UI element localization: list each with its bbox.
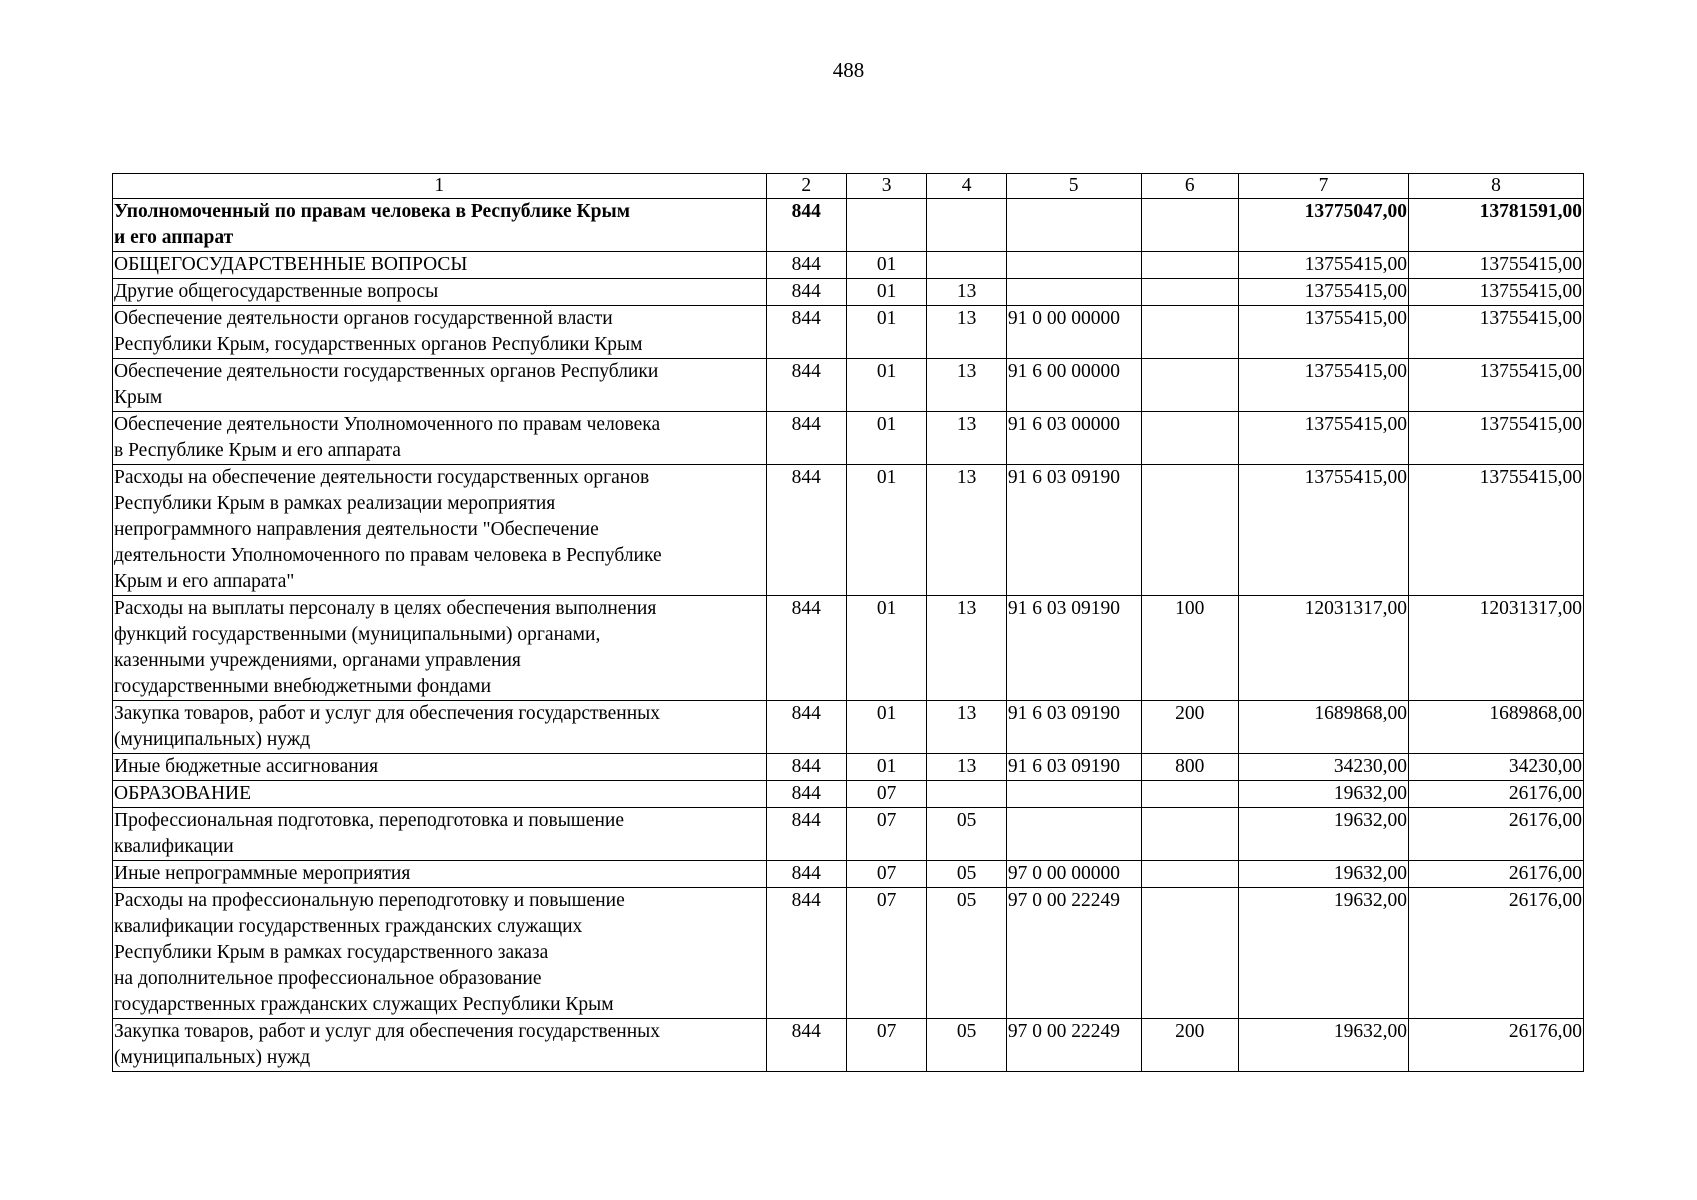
cell-amount-1: 19632,00 <box>1239 888 1409 1019</box>
cell-target-article: 91 6 00 00000 <box>1006 359 1141 412</box>
cell-section: 07 <box>846 861 926 888</box>
cell-ministry-code: 844 <box>766 359 846 412</box>
cell-amount-2: 34230,00 <box>1408 754 1583 781</box>
cell-subsection: 13 <box>927 701 1006 754</box>
cell-expense-kind <box>1141 808 1239 861</box>
cell-item-name <box>113 359 767 412</box>
cell-expense-kind <box>1141 199 1239 252</box>
header-cell: 1 <box>113 174 767 199</box>
cell-target-article: 91 6 03 09190 <box>1006 596 1141 701</box>
cell-target-article <box>1006 781 1141 808</box>
table-row <box>113 781 1584 808</box>
cell-section: 07 <box>846 1019 926 1072</box>
header-cell: 3 <box>846 174 926 199</box>
cell-expense-kind <box>1141 888 1239 1019</box>
cell-section: 01 <box>846 359 926 412</box>
cell-section: 01 <box>846 596 926 701</box>
item-name-line: (муниципальных) нужд <box>114 729 311 750</box>
cell-ministry-code: 844 <box>766 306 846 359</box>
cell-amount-1: 34230,00 <box>1239 754 1409 781</box>
cell-amount-2: 26176,00 <box>1408 861 1583 888</box>
table-row <box>113 596 1584 701</box>
cell-amount-1: 1689868,00 <box>1239 701 1409 754</box>
cell-amount-1: 13755415,00 <box>1239 465 1409 596</box>
table-row <box>113 279 1584 306</box>
cell-expense-kind <box>1141 465 1239 596</box>
cell-ministry-code: 844 <box>766 596 846 701</box>
cell-target-article: 97 0 00 00000 <box>1006 861 1141 888</box>
cell-expense-kind <box>1141 861 1239 888</box>
cell-item-name <box>113 808 767 861</box>
header-cell: 5 <box>1006 174 1141 199</box>
item-name-line: квалификации государственных гражданских служащих <box>114 916 583 937</box>
cell-section: 07 <box>846 781 926 808</box>
cell-item-name <box>113 465 767 596</box>
item-name-line: функций государственными (муниципальными) органами, <box>114 624 601 645</box>
cell-ministry-code: 844 <box>766 754 846 781</box>
cell-target-article: 91 6 03 09190 <box>1006 465 1141 596</box>
cell-target-article: 91 0 00 00000 <box>1006 306 1141 359</box>
cell-amount-2: 13755415,00 <box>1408 252 1583 279</box>
cell-section: 01 <box>846 306 926 359</box>
item-name-line: казенными учреждениями, органами управления <box>114 650 521 671</box>
budget-table <box>112 173 1584 1072</box>
header-cell: 4 <box>927 174 1006 199</box>
cell-item-name <box>113 754 767 781</box>
cell-amount-2: 13755415,00 <box>1408 359 1583 412</box>
cell-expense-kind <box>1141 306 1239 359</box>
cell-item-name <box>113 596 767 701</box>
cell-item-name <box>113 701 767 754</box>
cell-amount-2: 26176,00 <box>1408 808 1583 861</box>
cell-subsection: 05 <box>927 1019 1006 1072</box>
table-row <box>113 252 1584 279</box>
cell-amount-1: 19632,00 <box>1239 1019 1409 1072</box>
budget-table-body <box>113 174 1584 1072</box>
cell-section: 01 <box>846 412 926 465</box>
cell-section: 07 <box>846 808 926 861</box>
table-row <box>113 808 1584 861</box>
cell-ministry-code: 844 <box>766 1019 846 1072</box>
cell-item-name <box>113 412 767 465</box>
cell-target-article <box>1006 199 1141 252</box>
table-row <box>113 359 1584 412</box>
cell-amount-2: 13755415,00 <box>1408 279 1583 306</box>
cell-ministry-code: 844 <box>766 412 846 465</box>
cell-item-name <box>113 861 767 888</box>
cell-expense-kind: 200 <box>1141 701 1239 754</box>
cell-amount-2: 12031317,00 <box>1408 596 1583 701</box>
cell-target-article: 97 0 00 22249 <box>1006 888 1141 1019</box>
item-name-line: Иные непрограммные мероприятия <box>114 863 411 884</box>
cell-section: 01 <box>846 754 926 781</box>
cell-item-name <box>113 888 767 1019</box>
cell-amount-1: 12031317,00 <box>1239 596 1409 701</box>
item-name-line: Иные бюджетные ассигнования <box>114 756 379 777</box>
cell-amount-1: 13755415,00 <box>1239 412 1409 465</box>
cell-item-name <box>113 252 767 279</box>
cell-ministry-code: 844 <box>766 781 846 808</box>
item-name-line: на дополнительное профессиональное образование <box>114 968 542 989</box>
item-name-line: Другие общегосударственные вопросы <box>114 281 439 302</box>
cell-amount-1: 13755415,00 <box>1239 252 1409 279</box>
cell-expense-kind <box>1141 279 1239 306</box>
item-name-line: Закупка товаров, работ и услуг для обеспечения государственных <box>114 1021 661 1042</box>
cell-section <box>846 199 926 252</box>
cell-expense-kind <box>1141 412 1239 465</box>
item-name-line: квалификации <box>114 836 234 857</box>
cell-expense-kind <box>1141 252 1239 279</box>
cell-amount-2: 26176,00 <box>1408 781 1583 808</box>
cell-subsection <box>927 199 1006 252</box>
cell-ministry-code: 844 <box>766 199 846 252</box>
table-row <box>113 701 1584 754</box>
table-row <box>113 412 1584 465</box>
cell-ministry-code: 844 <box>766 701 846 754</box>
table-header-row <box>113 174 1584 199</box>
cell-amount-1: 19632,00 <box>1239 781 1409 808</box>
cell-item-name <box>113 279 767 306</box>
cell-target-article <box>1006 279 1141 306</box>
table-row <box>113 306 1584 359</box>
cell-subsection: 13 <box>927 306 1006 359</box>
item-name-line: Расходы на выплаты персоналу в целях обеспечения выполнения <box>114 598 657 619</box>
cell-subsection: 13 <box>927 279 1006 306</box>
cell-item-name <box>113 199 767 252</box>
table-row <box>113 199 1584 252</box>
cell-target-article: 91 6 03 09190 <box>1006 701 1141 754</box>
cell-amount-2: 13755415,00 <box>1408 306 1583 359</box>
cell-subsection: 13 <box>927 465 1006 596</box>
page-number: 488 <box>832 58 865 82</box>
cell-amount-2: 13755415,00 <box>1408 412 1583 465</box>
header-cell: 6 <box>1141 174 1239 199</box>
cell-subsection: 13 <box>927 754 1006 781</box>
cell-subsection: 05 <box>927 861 1006 888</box>
cell-expense-kind: 200 <box>1141 1019 1239 1072</box>
item-name-line: Крым и его аппарата" <box>114 571 295 592</box>
table-row <box>113 1019 1584 1072</box>
cell-amount-2: 26176,00 <box>1408 1019 1583 1072</box>
cell-ministry-code: 844 <box>766 861 846 888</box>
cell-ministry-code: 844 <box>766 808 846 861</box>
item-name-line: Расходы на профессиональную переподготовку и повышение <box>114 890 625 911</box>
cell-amount-2: 26176,00 <box>1408 888 1583 1019</box>
item-name-line: государственными внебюджетными фондами <box>114 676 492 697</box>
table-row <box>113 465 1584 596</box>
cell-amount-2: 1689868,00 <box>1408 701 1583 754</box>
cell-subsection: 05 <box>927 888 1006 1019</box>
cell-section: 01 <box>846 252 926 279</box>
cell-amount-2: 13755415,00 <box>1408 465 1583 596</box>
item-name-line: Профессиональная подготовка, переподготовка и повышение <box>114 810 625 831</box>
cell-ministry-code: 844 <box>766 279 846 306</box>
item-name-line: государственных гражданских служащих Республики Крым <box>114 994 614 1015</box>
item-name-line: и его аппарат <box>114 227 234 248</box>
cell-item-name <box>113 781 767 808</box>
table-row <box>113 754 1584 781</box>
cell-section: 01 <box>846 465 926 596</box>
cell-target-article <box>1006 808 1141 861</box>
cell-section: 07 <box>846 888 926 1019</box>
header-cell: 8 <box>1408 174 1583 199</box>
cell-target-article <box>1006 252 1141 279</box>
item-name-line: Обеспечение деятельности органов государственной власти <box>114 308 613 329</box>
item-name-line: Обеспечение деятельности государственных органов Республики <box>114 361 659 382</box>
cell-expense-kind <box>1141 359 1239 412</box>
cell-amount-2: 13781591,00 <box>1408 199 1583 252</box>
header-cell: 2 <box>766 174 846 199</box>
item-name-line: Обеспечение деятельности Уполномоченного по правам человека <box>114 414 661 435</box>
item-name-line: ОБЩЕГОСУДАРСТВЕННЫЕ ВОПРОСЫ <box>114 254 468 275</box>
item-name-line: Крым <box>114 387 163 408</box>
cell-section: 01 <box>846 279 926 306</box>
header-cell: 7 <box>1239 174 1409 199</box>
cell-amount-1: 19632,00 <box>1239 861 1409 888</box>
cell-amount-1: 13755415,00 <box>1239 279 1409 306</box>
table-row <box>113 861 1584 888</box>
cell-target-article: 91 6 03 00000 <box>1006 412 1141 465</box>
cell-item-name <box>113 306 767 359</box>
cell-expense-kind: 800 <box>1141 754 1239 781</box>
cell-amount-1: 19632,00 <box>1239 808 1409 861</box>
cell-ministry-code: 844 <box>766 465 846 596</box>
cell-subsection <box>927 252 1006 279</box>
item-name-line: Республики Крым, государственных органов Республики Крым <box>114 334 643 355</box>
cell-amount-1: 13775047,00 <box>1239 199 1409 252</box>
item-name-line: Закупка товаров, работ и услуг для обеспечения государственных <box>114 703 661 724</box>
item-name-line: деятельности Уполномоченного по правам человека в Республике <box>114 545 662 566</box>
item-name-line: Уполномоченный по правам человека в Республике Крым <box>114 201 631 222</box>
item-name-line: (муниципальных) нужд <box>114 1047 311 1068</box>
item-name-line: Расходы на обеспечение деятельности государственных органов <box>114 467 650 488</box>
item-name-line: ОБРАЗОВАНИЕ <box>114 783 252 804</box>
cell-expense-kind: 100 <box>1141 596 1239 701</box>
cell-amount-1: 13755415,00 <box>1239 359 1409 412</box>
cell-subsection: 13 <box>927 412 1006 465</box>
cell-target-article: 97 0 00 22249 <box>1006 1019 1141 1072</box>
table-row <box>113 888 1584 1019</box>
item-name-line: в Республике Крым и его аппарата <box>114 440 401 461</box>
cell-subsection: 13 <box>927 359 1006 412</box>
cell-target-article: 91 6 03 09190 <box>1006 754 1141 781</box>
cell-amount-1: 13755415,00 <box>1239 306 1409 359</box>
item-name-line: Республики Крым в рамках реализации мероприятия <box>114 493 556 514</box>
cell-subsection: 13 <box>927 596 1006 701</box>
cell-ministry-code: 844 <box>766 888 846 1019</box>
item-name-line: Республики Крым в рамках государственного заказа <box>114 942 549 963</box>
cell-subsection: 05 <box>927 808 1006 861</box>
cell-subsection <box>927 781 1006 808</box>
cell-expense-kind <box>1141 781 1239 808</box>
cell-ministry-code: 844 <box>766 252 846 279</box>
item-name-line: непрограммного направления деятельности "Обеспечение <box>114 519 599 540</box>
cell-section: 01 <box>846 701 926 754</box>
cell-item-name <box>113 1019 767 1072</box>
